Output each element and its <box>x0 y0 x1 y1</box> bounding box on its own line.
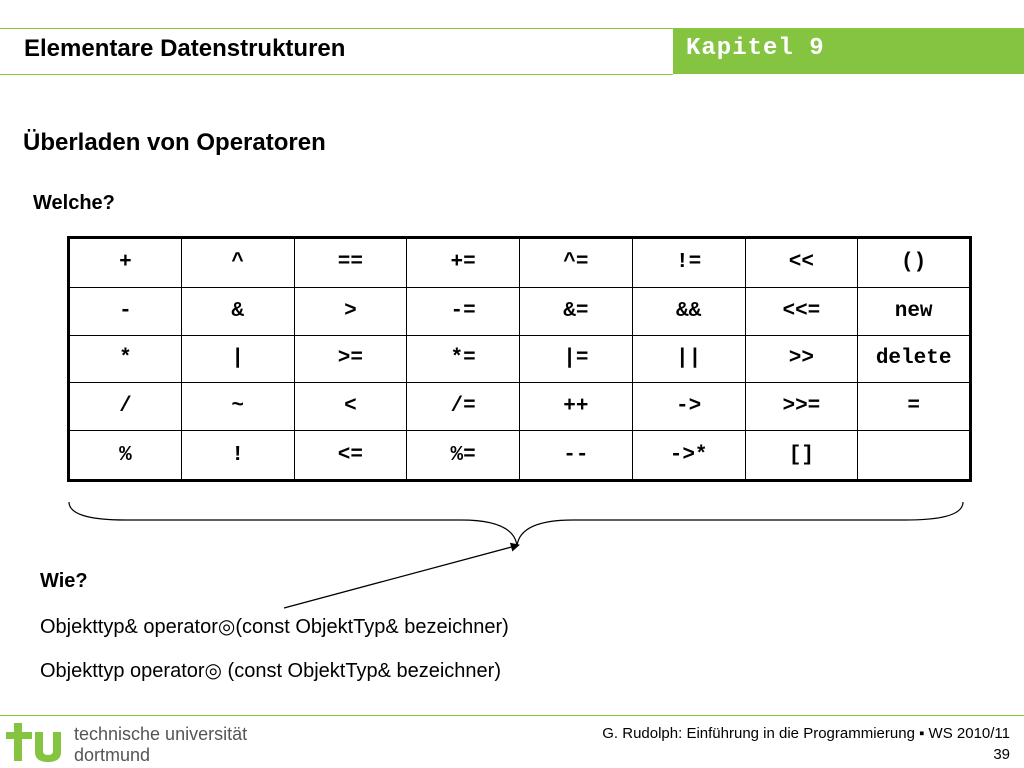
operator-cell: <= <box>294 431 407 481</box>
operator-cell: delete <box>858 335 971 383</box>
operator-cell: / <box>69 383 182 431</box>
university-line: dortmund <box>74 745 151 765</box>
operator-cell: % <box>69 431 182 481</box>
university-name <box>74 724 247 766</box>
signature-suffix: (const ObjektTyp& bezeichner) <box>221 660 501 682</box>
signature-line <box>40 614 509 639</box>
operator-symbol-icon: ◎ <box>217 616 236 638</box>
operator-cell: ->* <box>632 431 745 481</box>
operator-cell: == <box>294 238 407 288</box>
operator-cell: && <box>632 287 745 335</box>
section-title: Überladen von Operatoren <box>23 129 326 156</box>
operator-cell: & <box>181 287 294 335</box>
operator-cell: () <box>858 238 971 288</box>
footer-credit <box>602 723 1010 765</box>
question-which: Welche? <box>33 192 115 214</box>
footer-rule <box>0 715 1024 716</box>
operator-cell: + <box>69 238 182 288</box>
operator-cell: ++ <box>520 383 633 431</box>
operator-cell: ! <box>181 431 294 481</box>
operator-cell: = <box>858 383 971 431</box>
credit-text: G. Rudolph: Einführung in die Programmierung ▪ WS 2010/11 <box>602 725 1010 742</box>
signature-prefix: Objekttyp operator <box>40 660 205 682</box>
operator-cell: |= <box>520 335 633 383</box>
page-number: 39 <box>993 746 1010 763</box>
operator-cell: new <box>858 287 971 335</box>
operator-cell: <<= <box>745 287 858 335</box>
operator-cell: [] <box>745 431 858 481</box>
operator-cell: -- <box>520 431 633 481</box>
operator-cell: != <box>632 238 745 288</box>
operator-cell: += <box>407 238 520 288</box>
operator-cell: /= <box>407 383 520 431</box>
signature-line <box>40 658 501 683</box>
operator-cell: >> <box>745 335 858 383</box>
operator-cell: * <box>69 335 182 383</box>
signature-prefix: Objekttyp& operator <box>40 616 218 638</box>
operator-cell: ~ <box>181 383 294 431</box>
operator-cell: %= <box>407 431 520 481</box>
operator-cell: >= <box>294 335 407 383</box>
chapter-label: Kapitel 9 <box>686 35 825 62</box>
operator-cell: || <box>632 335 745 383</box>
operator-cell: - <box>69 287 182 335</box>
question-how: Wie? <box>40 570 88 592</box>
operator-cell: << <box>745 238 858 288</box>
operator-cell: ^ <box>181 238 294 288</box>
operator-cell: >>= <box>745 383 858 431</box>
operator-cell: -> <box>632 383 745 431</box>
slide-header-title: Elementare Datenstrukturen <box>24 35 346 62</box>
operator-cell: | <box>181 335 294 383</box>
operator-cell: > <box>294 287 407 335</box>
operator-cell: -= <box>407 287 520 335</box>
operator-cell: &= <box>520 287 633 335</box>
operator-cell: ^= <box>520 238 633 288</box>
signature-suffix: (const ObjektTyp& bezeichner) <box>235 616 509 638</box>
tu-logo-icon <box>5 721 67 765</box>
operator-cell: < <box>294 383 407 431</box>
operator-symbol-icon: ◎ <box>204 660 222 682</box>
operator-cell: *= <box>407 335 520 383</box>
university-line: technische universität <box>74 724 248 744</box>
